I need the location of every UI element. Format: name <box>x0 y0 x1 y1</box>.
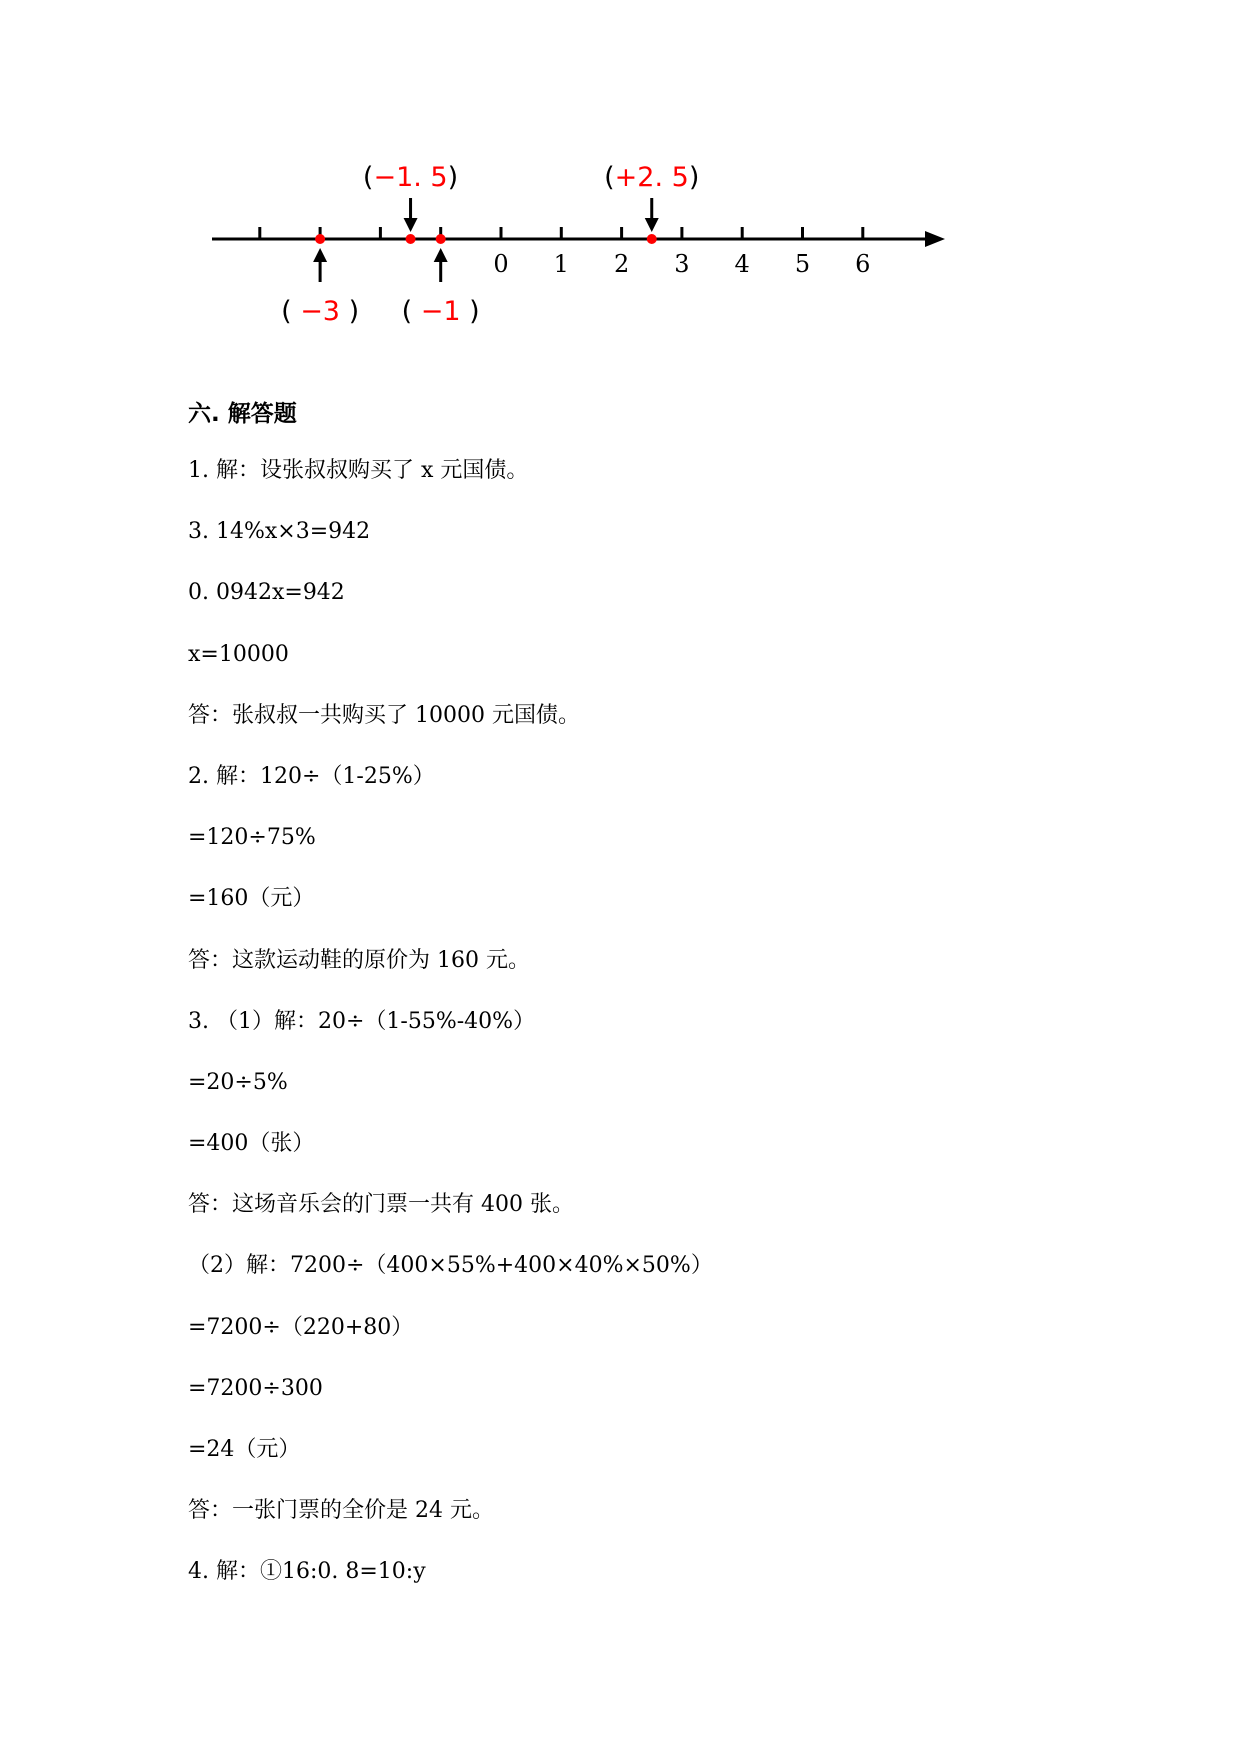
solution-lines <box>188 456 1188 1619</box>
tick-label: 1 <box>553 250 569 278</box>
text-line: =20÷5% <box>188 1069 288 1095</box>
text-line: 1. 解：设张叔叔购买了 x 元国债。 <box>188 458 529 483</box>
text-line: =24（元） <box>188 1437 301 1462</box>
text-line: 4. 解：①16:0. 8=10:y <box>188 1559 426 1585</box>
text-line: 答：一张门票的全价是 24 元。 <box>188 1498 494 1524</box>
number-line-point <box>436 234 446 244</box>
text-line: 答：张叔叔一共购买了 10000 元国债。 <box>188 702 580 728</box>
section-title: 六. 解答题 <box>188 401 297 427</box>
number-line-figure <box>0 0 1241 360</box>
number-line-point <box>647 234 657 244</box>
text-line: 答：这场音乐会的门票一共有 400 张。 <box>188 1192 574 1218</box>
text-line: （2）解：7200÷（400×55%+400×40%×50%） <box>188 1253 713 1279</box>
tick-label: 3 <box>674 250 690 278</box>
text-line: =120÷75% <box>188 825 316 851</box>
text-line: =160（元） <box>188 886 315 912</box>
point-label: (+2. 5) <box>604 162 700 193</box>
number-line-arrowhead <box>925 231 945 247</box>
text-line: 3. （1）解：20÷（1-55%-40%） <box>188 1008 536 1034</box>
up-arrow-icon-head <box>313 248 327 262</box>
text-line: 答：这款运动鞋的原价为 160 元。 <box>188 947 530 973</box>
text-line: 2. 解：120÷（1-25%） <box>188 763 435 789</box>
text-line: 0. 0942x=942 <box>188 580 345 606</box>
tick-label: 4 <box>734 250 750 278</box>
tick-label: 0 <box>493 250 509 278</box>
number-line-point <box>406 234 416 244</box>
number-line-point <box>315 234 325 244</box>
point-label: ( −3 ) <box>281 296 360 327</box>
point-label: (−1. 5) <box>362 162 459 193</box>
tick-label: 5 <box>794 250 811 278</box>
point-label: ( −1 ) <box>401 296 480 327</box>
down-arrow-icon-head <box>645 218 659 232</box>
tick-label: 6 <box>855 250 871 278</box>
up-arrow-icon-head <box>434 248 448 262</box>
down-arrow-icon-head <box>404 218 418 232</box>
tick-label: 2 <box>613 250 630 278</box>
text-line: 3. 14%x×3=942 <box>188 519 371 545</box>
text-line: =7200÷300 <box>188 1375 323 1401</box>
text-line: =400（张） <box>188 1131 315 1157</box>
text-line: x=10000 <box>188 641 289 667</box>
text-line: =7200÷（220+80） <box>188 1314 414 1340</box>
